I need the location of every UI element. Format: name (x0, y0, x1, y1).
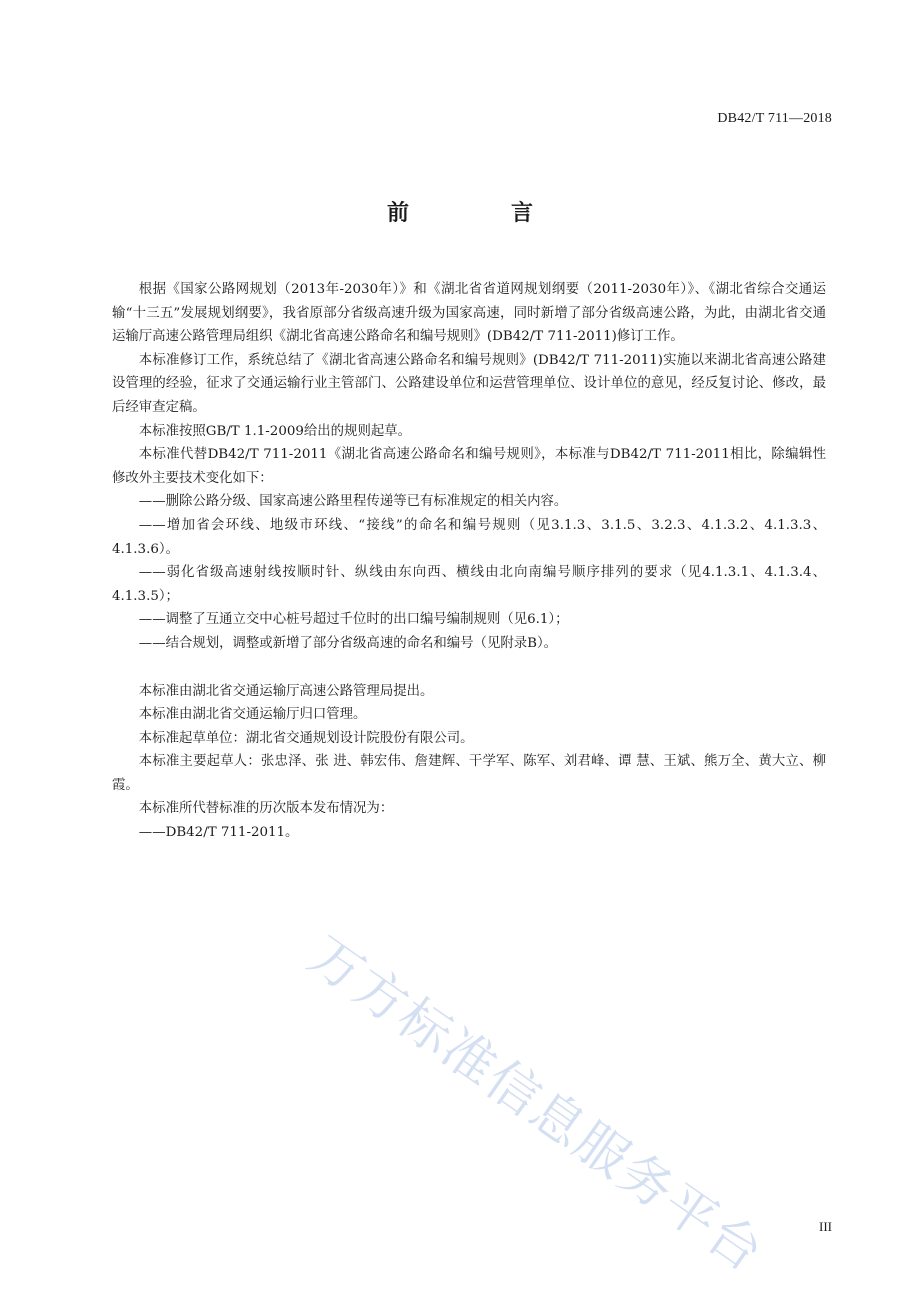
drafters: 本标准主要起草人：张忠泽、张 进、韩宏伟、詹建辉、干学军、陈军、刘君峰、谭 慧、王斌、熊万全、黄大立、柳霞。 (112, 754, 826, 793)
history-heading: 本标准所代替标准的历次版本发布情况为： (138, 801, 394, 817)
change-item: ——结合规划，调整或新增了部分省级高速的命名和编号（见附录B）。 (138, 635, 558, 651)
page-number: III (819, 1219, 832, 1234)
section-gap (112, 656, 826, 680)
document-code: DB42/T 711—2018 (717, 111, 832, 126)
change-item: ——删除公路分级、国家高速公路里程传递等已有标准规定的相关内容。 (138, 494, 568, 510)
paragraph: 本标准修订工作，系统总结了《湖北省高速公路命名和编号规则》(DB42/T 711-2011)实施以来湖北省高速公路建设管理的经验，征求了交通运输行业主管部门、公路建设单位和运营管理单位、设计单位的意见，经反复讨论、修改，最后经审查定稿。 (112, 352, 826, 415)
watermark: 万方标准信息服务平台 (297, 925, 775, 1285)
paragraph: 本标准代替DB42/T 711-2011《湖北省高速公路命名和编号规则》，本标准与DB42/T 711-2011相比，除编辑性修改外主要技术变化如下： (112, 447, 826, 486)
proposer-statement: 本标准由湖北省交通运输厅高速公路管理局提出。 (138, 683, 434, 699)
change-item: ——调整了互通立交中心桩号超过千位时的出口编号编制规则（见6.1）； (138, 612, 569, 628)
change-item: ——弱化省级高速射线按顺时针、纵线由东向西、横线由北向南编号顺序排列的要求（见4.1.3.1、4.1.3.4、4.1.3.5）； (112, 565, 826, 604)
document-body (112, 278, 826, 845)
management-statement: 本标准由湖北省交通运输厅归口管理。 (138, 707, 367, 723)
paragraph: 根据《国家公路网规划（2013年-2030年）》和《湖北省省道网规划纲要（2011-2030年）》、《湖北省综合交通运输“十三五”发展规划纲要》，我省原部分省级高速升级为国家高速，同时新增了部分省级高速公路，为此，由湖北省交通运输厅高速公路管理局组织《湖北省高速公路命名和编号规则》(DB42/T 711-2011)修订工作。 (112, 282, 826, 345)
drafting-unit: 本标准起草单位：湖北省交通规划设计院股份有限公司。 (138, 730, 474, 746)
paragraph: 本标准按照GB/T 1.1-2009给出的规则起草。 (138, 423, 412, 439)
history-item: ——DB42/T 711-2011。 (138, 825, 299, 841)
page-title: 前 言 (386, 201, 573, 226)
change-item: ——增加省会环线、地级市环线、“接线”的命名和编号规则（见3.1.3、3.1.5、3.2.3、4.1.3.2、4.1.3.3、4.1.3.6）。 (112, 517, 826, 557)
